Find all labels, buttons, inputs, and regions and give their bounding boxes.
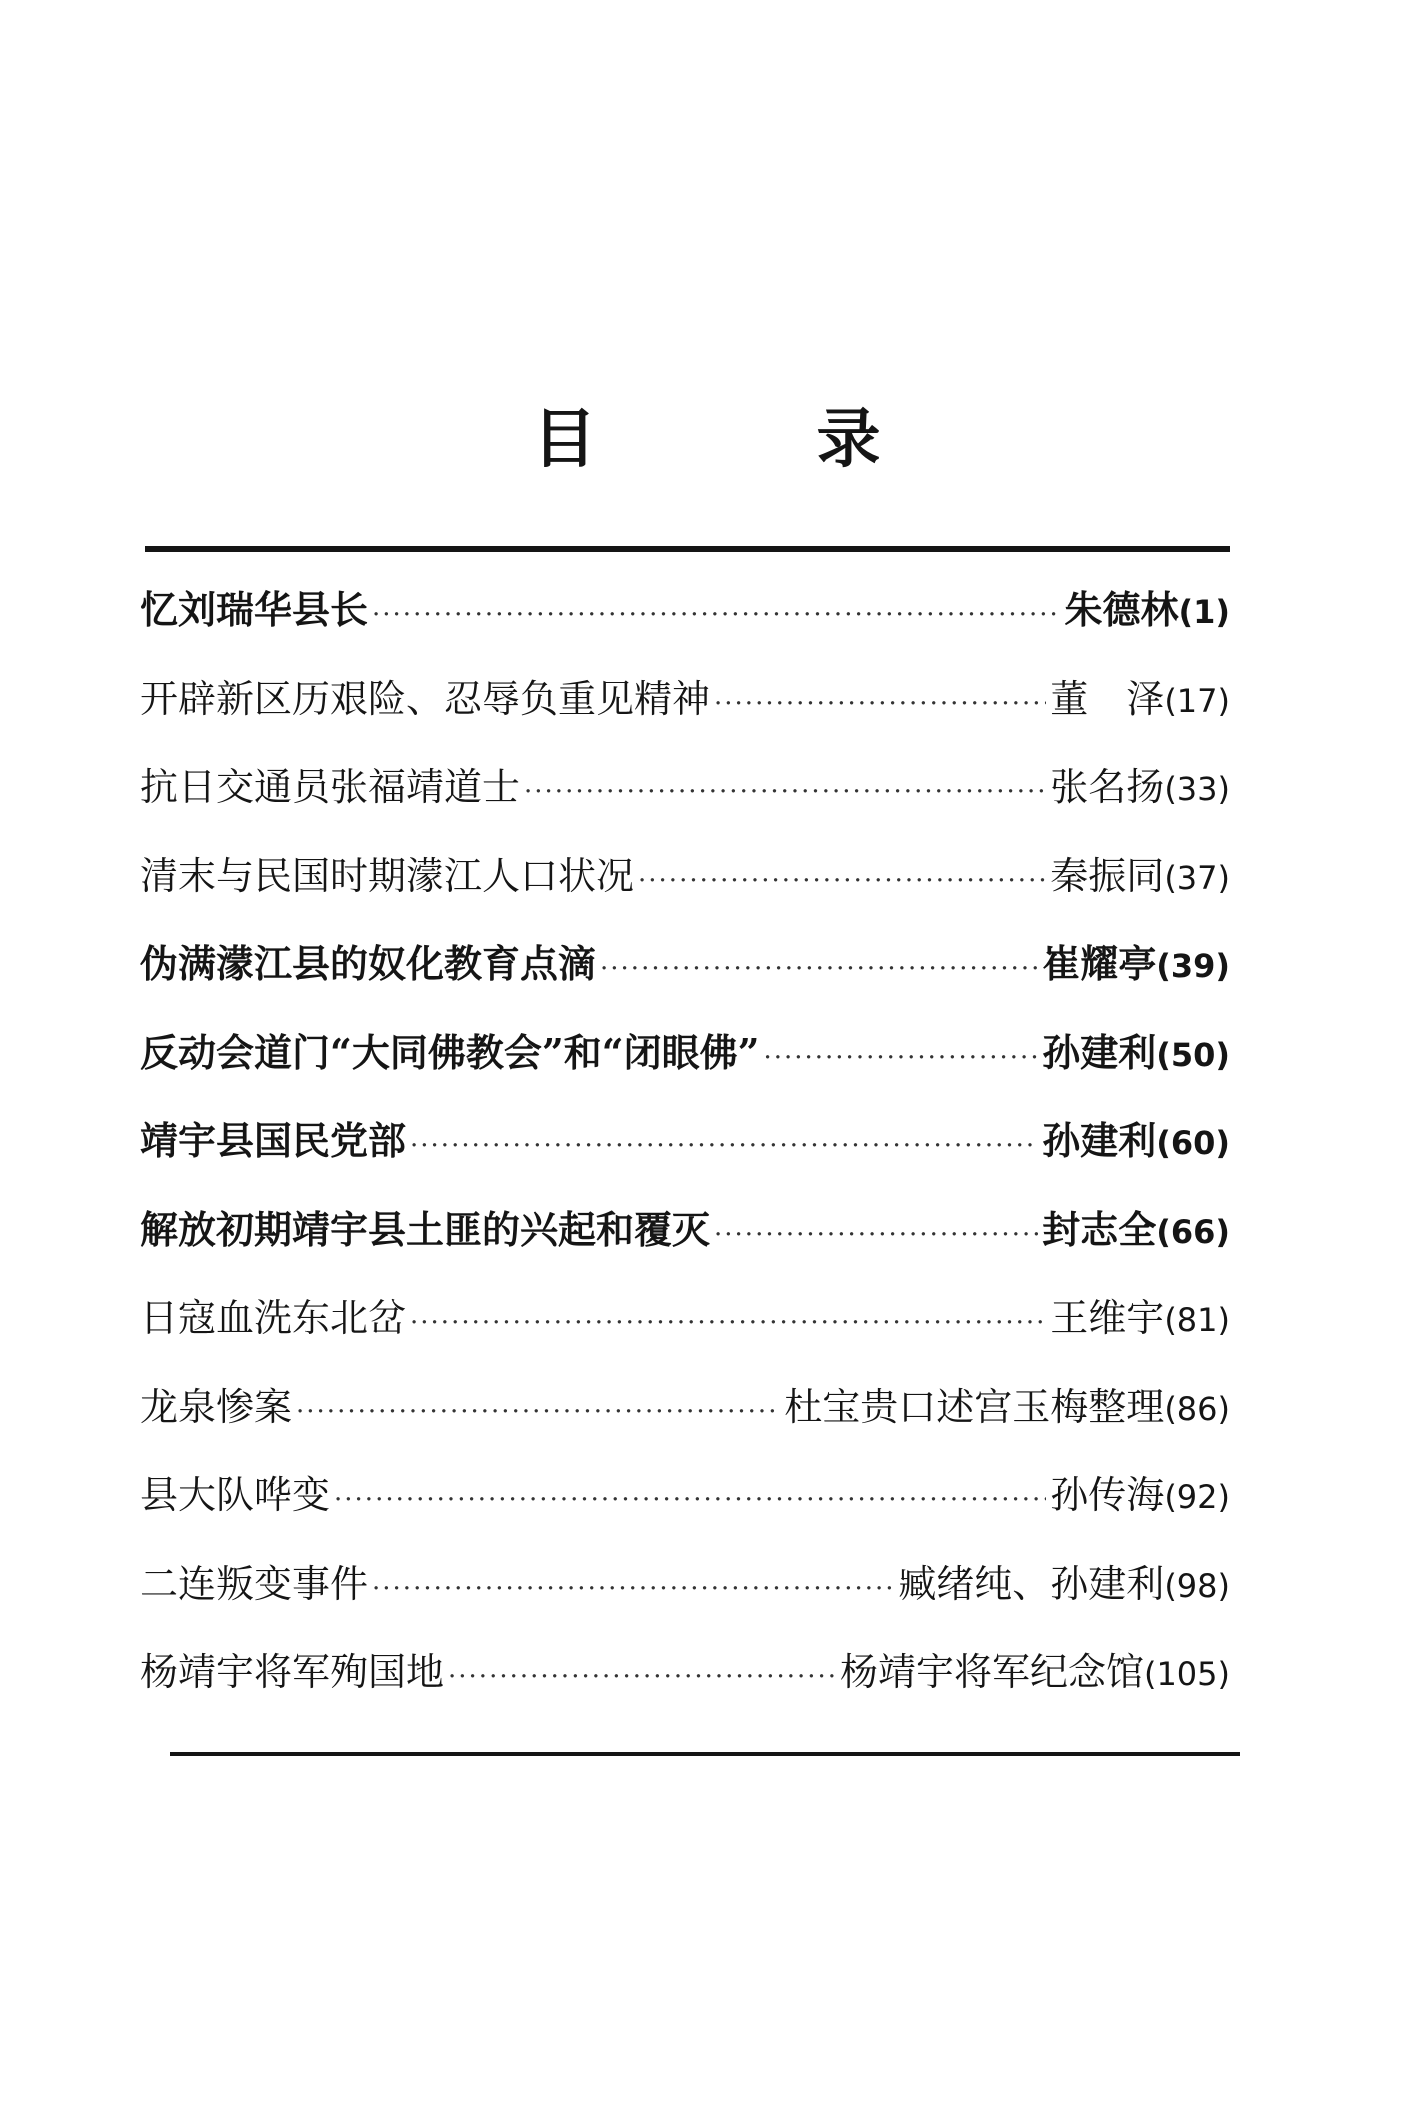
- toc-entry-page-number: ( 81 ): [1164, 1290, 1230, 1350]
- toc-entry: [140, 1642, 1230, 1731]
- dot-leader: [410, 1293, 1046, 1353]
- title-char-2: 录: [816, 403, 881, 477]
- toc-entry-title: 反动会道门“大同佛教会”和“闭眼佛”: [140, 1029, 760, 1075]
- toc-entry: [140, 1288, 1230, 1377]
- top-rule: [145, 546, 1230, 552]
- toc-entry-page-number: ( 105 ): [1144, 1644, 1230, 1704]
- toc-entry-page-number: ( 98 ): [1164, 1556, 1230, 1616]
- toc-entry-author: 杨靖宇将军纪念馆: [839, 1650, 1144, 1694]
- toc-entry-author: 董 泽: [1050, 676, 1165, 721]
- dot-leader: [372, 585, 1060, 645]
- toc-entry-page-number: ( 60 ): [1156, 1113, 1230, 1173]
- dot-leader: [296, 1382, 780, 1442]
- toc-entry-author: 封志全: [1042, 1206, 1157, 1252]
- toc-entry-title: 杨靖宇将军殉国地: [140, 1650, 445, 1694]
- toc-entry: [140, 757, 1230, 846]
- dot-leader: [638, 851, 1046, 911]
- toc-entry-title: 龙泉惨案: [140, 1384, 293, 1429]
- toc-entry-author: 孙传海: [1050, 1473, 1165, 1517]
- dot-leader: [410, 1116, 1038, 1176]
- bottom-rule: [170, 1752, 1240, 1756]
- toc-entry-title: 县大队哗变: [140, 1473, 331, 1517]
- toc-entry: [140, 1111, 1230, 1200]
- toc-entry-page-number: ( 37 ): [1164, 848, 1230, 908]
- toc-entry: [140, 934, 1230, 1023]
- toc-entry-title: 清末与民国时期濛江人口状况: [140, 853, 635, 898]
- toc-entry-page-number: ( 1 ): [1178, 582, 1230, 642]
- toc-entry-title: 抗日交通员张福靖道士: [140, 765, 521, 809]
- toc-entry-author: 孙建利: [1042, 1118, 1157, 1163]
- toc-entry-title: 二连叛变事件: [140, 1561, 369, 1606]
- toc-entry-page-number: ( 92 ): [1164, 1467, 1230, 1527]
- toc-entry-page-number: ( 50 ): [1156, 1025, 1230, 1085]
- toc-entry: [140, 1023, 1230, 1112]
- toc-entry-page-number: ( 86 ): [1164, 1379, 1230, 1439]
- toc-entry: [140, 580, 1230, 669]
- toc-entry: [140, 669, 1230, 758]
- toc-entry-author: 臧绪纯、孙建利: [898, 1561, 1165, 1606]
- toc-entry-author: 朱德林: [1064, 587, 1179, 632]
- dot-leader: [334, 1470, 1046, 1530]
- toc-entry-author: 崔耀亭: [1042, 941, 1157, 986]
- toc-entry-author: 秦振同: [1050, 853, 1165, 898]
- toc-entry-page-number: ( 17 ): [1164, 671, 1230, 731]
- toc-entry-title: 开辟新区历艰险、忍辱负重见精神: [140, 676, 711, 721]
- toc-entry-title: 忆刘瑞华县长: [140, 587, 369, 632]
- page-title: [0, 400, 1413, 480]
- toc-entry: [140, 1554, 1230, 1643]
- toc-entry-author: 王维宇: [1050, 1296, 1165, 1340]
- toc-entry-author: 孙建利: [1042, 1029, 1157, 1075]
- dot-leader: [714, 1205, 1038, 1265]
- dot-leader: [763, 1028, 1038, 1088]
- dot-leader: [524, 762, 1046, 822]
- toc-entry-title: 解放初期靖宇县土匪的兴起和覆灭: [140, 1206, 711, 1252]
- toc-entry-author: 杜宝贵口述宫玉梅整理: [784, 1384, 1165, 1429]
- toc-entry-page-number: ( 39 ): [1156, 936, 1230, 996]
- dot-leader: [448, 1647, 836, 1707]
- dot-leader: [714, 674, 1046, 734]
- toc-entry-title: 日寇血洗东北岔: [140, 1296, 407, 1340]
- toc-entry-title: 伪满濛江县的奴化教育点滴: [140, 941, 597, 986]
- toc-entry-page-number: ( 66 ): [1156, 1202, 1230, 1262]
- toc-entry-author: 张名扬: [1050, 765, 1165, 809]
- toc-entry-title: 靖宇县国民党部: [140, 1118, 407, 1163]
- table-of-contents: [140, 580, 1230, 1731]
- toc-entry: [140, 846, 1230, 935]
- toc-entry-page-number: ( 33 ): [1164, 759, 1230, 819]
- dot-leader: [600, 939, 1038, 999]
- toc-entry: [140, 1200, 1230, 1289]
- dot-leader: [372, 1559, 894, 1619]
- title-char-1: 目: [532, 403, 597, 477]
- toc-entry: [140, 1465, 1230, 1554]
- toc-entry: [140, 1377, 1230, 1466]
